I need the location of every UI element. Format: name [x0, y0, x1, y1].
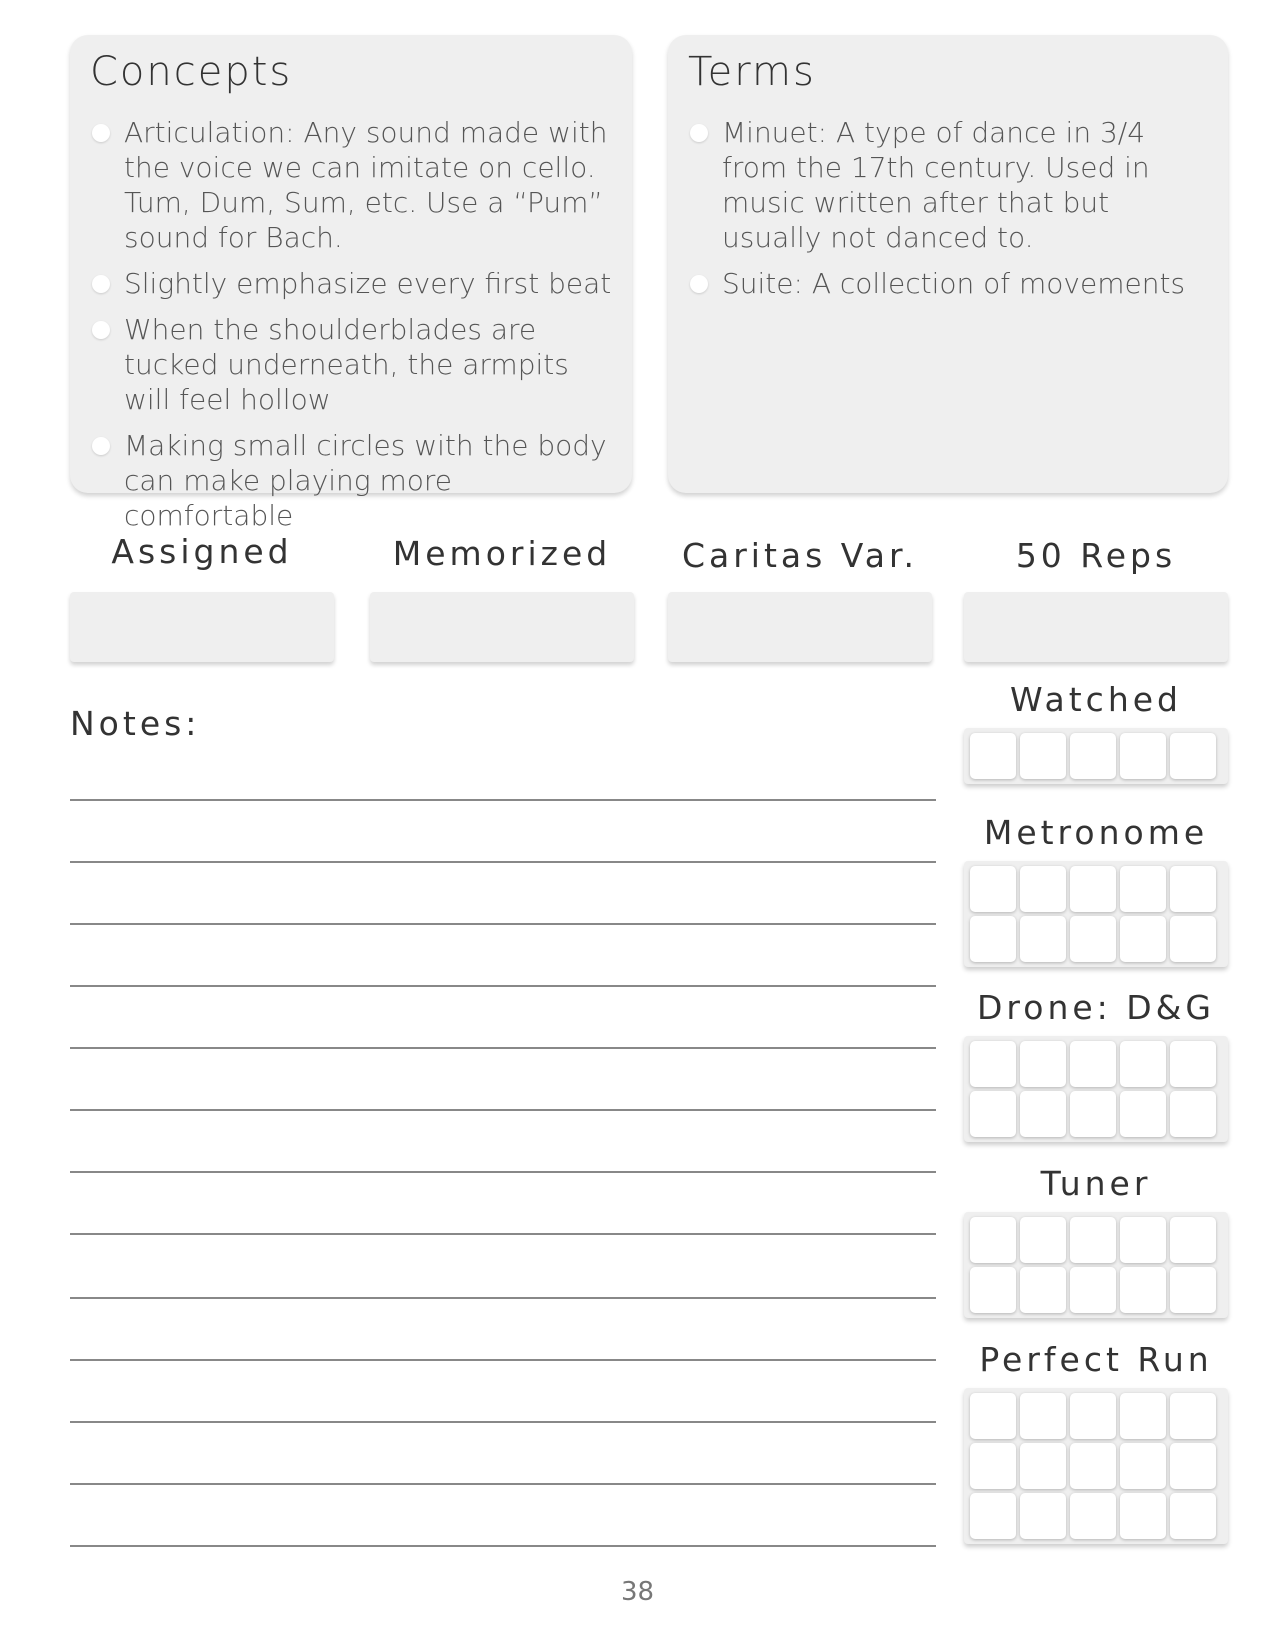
note-line[interactable] — [70, 1109, 936, 1111]
metronome-label: Metronome — [983, 813, 1209, 852]
page-number: 38 — [620, 1577, 655, 1607]
checkbox-cell[interactable] — [1120, 1393, 1166, 1439]
checkbox-cell[interactable] — [970, 916, 1016, 962]
bullet-icon — [92, 321, 110, 339]
checkbox-cell[interactable] — [970, 1393, 1016, 1439]
checkbox-cell[interactable] — [1170, 1443, 1216, 1489]
checkbox-cell[interactable] — [1020, 866, 1066, 912]
checkbox-cell[interactable] — [970, 1091, 1016, 1137]
concepts-card — [70, 35, 632, 532]
checkbox-cell[interactable] — [1070, 916, 1116, 962]
checkbox-cell[interactable] — [1170, 1267, 1216, 1313]
concepts-title: Concepts — [90, 49, 293, 95]
checkbox-cell[interactable] — [1020, 1217, 1066, 1263]
checkbox-cell[interactable] — [1120, 733, 1166, 779]
checkbox-cell[interactable] — [1070, 733, 1116, 779]
checkbox-cell[interactable] — [1120, 1041, 1166, 1087]
terms-title: Terms — [688, 49, 816, 95]
checkbox-cell[interactable] — [1170, 1493, 1216, 1539]
checkbox-cell[interactable] — [1170, 1041, 1216, 1087]
checkbox-cell[interactable] — [1020, 1091, 1066, 1137]
checkbox-cell[interactable] — [1020, 1493, 1066, 1539]
note-line[interactable] — [70, 1483, 936, 1485]
checkbox-cell[interactable] — [1020, 1267, 1066, 1313]
checkbox-cell[interactable] — [1170, 1217, 1216, 1263]
note-line[interactable] — [70, 1171, 936, 1173]
checkbox-cell[interactable] — [1020, 916, 1066, 962]
concept-item: Making small circles with the body can make playing more comfortable — [92, 428, 618, 533]
checkbox-cell[interactable] — [1070, 1041, 1116, 1087]
concepts-list — [92, 115, 618, 544]
caritas-label: Caritas Var. — [681, 536, 919, 575]
bullet-icon — [92, 275, 110, 293]
terms-card — [668, 35, 1228, 493]
checkbox-cell[interactable] — [1070, 1217, 1116, 1263]
caritas-box[interactable] — [668, 592, 932, 662]
bullet-icon — [92, 437, 110, 455]
bullet-icon — [690, 124, 708, 142]
checkbox-cell[interactable] — [1070, 1493, 1116, 1539]
terms-list — [690, 115, 1214, 312]
note-line[interactable] — [70, 1297, 936, 1299]
reps-label: 50 Reps — [1015, 536, 1177, 575]
checkbox-cell[interactable] — [970, 1443, 1016, 1489]
assigned-box[interactable] — [70, 592, 334, 662]
checkbox-cell[interactable] — [1170, 1091, 1216, 1137]
checkbox-cell[interactable] — [1120, 1443, 1166, 1489]
note-line[interactable] — [70, 799, 936, 801]
memorized-box[interactable] — [370, 592, 634, 662]
checkbox-cell[interactable] — [1070, 1267, 1116, 1313]
term-item: Suite: A collection of movements — [690, 266, 1214, 301]
assigned-label: Assigned — [111, 532, 293, 571]
term-item: Minuet: A type of dance in 3/4 from the 17th century. Used in music written after that but usually not danced to. — [690, 115, 1214, 255]
checkbox-cell[interactable] — [970, 1217, 1016, 1263]
checkbox-cell[interactable] — [1070, 1091, 1116, 1137]
checkbox-cell[interactable] — [970, 1493, 1016, 1539]
checkbox-cell[interactable] — [1070, 1393, 1116, 1439]
notes-title: Notes: — [70, 704, 201, 743]
checkbox-cell[interactable] — [1120, 1267, 1166, 1313]
tuner-tracker — [964, 1212, 1228, 1318]
checkbox-cell[interactable] — [1120, 866, 1166, 912]
checkbox-cell[interactable] — [1020, 733, 1066, 779]
note-line[interactable] — [70, 1359, 936, 1361]
checkbox-cell[interactable] — [1020, 1393, 1066, 1439]
bullet-icon — [92, 124, 110, 142]
concept-item: Slightly emphasize every first beat — [92, 266, 618, 301]
watched-tracker — [964, 728, 1228, 784]
note-line[interactable] — [70, 923, 936, 925]
checkbox-cell[interactable] — [1120, 1091, 1166, 1137]
note-line[interactable] — [70, 1047, 936, 1049]
checkbox-cell[interactable] — [1170, 733, 1216, 779]
checkbox-cell[interactable] — [1170, 1393, 1216, 1439]
watched-label: Watched — [1010, 680, 1182, 719]
checkbox-cell[interactable] — [1070, 866, 1116, 912]
bullet-icon — [690, 275, 708, 293]
concept-item: When the shoulderblades are tucked underneath, the armpits will feel hollow — [92, 312, 618, 417]
metronome-tracker — [964, 861, 1228, 967]
checkbox-cell[interactable] — [1120, 1493, 1166, 1539]
note-line[interactable] — [70, 1421, 936, 1423]
concept-item: Articulation: Any sound made with the voice we can imitate on cello. Tum, Dum, Sum, etc. Use a “Pum” sound for Bach. — [92, 115, 618, 255]
note-line[interactable] — [70, 861, 936, 863]
note-line[interactable] — [70, 1545, 936, 1547]
checkbox-cell[interactable] — [1020, 1041, 1066, 1087]
checkbox-cell[interactable] — [970, 866, 1016, 912]
perfect-run-tracker — [964, 1388, 1228, 1544]
checkbox-cell[interactable] — [1020, 1443, 1066, 1489]
checkbox-cell[interactable] — [1170, 866, 1216, 912]
checkbox-cell[interactable] — [1170, 916, 1216, 962]
reps-box[interactable] — [964, 592, 1228, 662]
checkbox-cell[interactable] — [970, 1041, 1016, 1087]
checkbox-cell[interactable] — [970, 1267, 1016, 1313]
checkbox-cell[interactable] — [1120, 916, 1166, 962]
perfect-run-label: Perfect Run — [979, 1340, 1213, 1379]
drone-tracker — [964, 1036, 1228, 1142]
note-line[interactable] — [70, 985, 936, 987]
note-line[interactable] — [70, 1233, 936, 1235]
tuner-label: Tuner — [1040, 1164, 1152, 1203]
memorized-label: Memorized — [392, 534, 612, 573]
checkbox-cell[interactable] — [970, 733, 1016, 779]
checkbox-cell[interactable] — [1120, 1217, 1166, 1263]
drone-label: Drone: D&G — [977, 988, 1215, 1027]
checkbox-cell[interactable] — [1070, 1443, 1116, 1489]
